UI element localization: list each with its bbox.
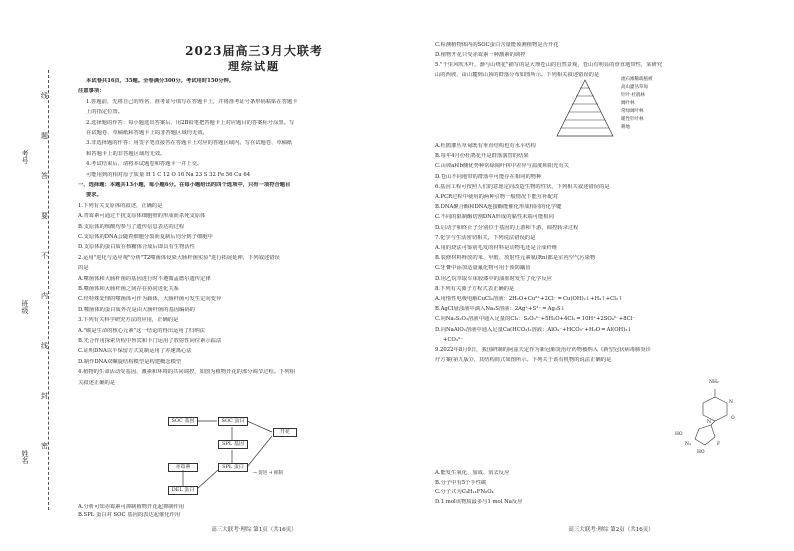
- text-line: A.PCR过程中使用的两种引物一般情况下能互补配对: [435, 194, 559, 200]
- text-line: C.向Na₂S₂O₃溶液中通入足量的Cl₂：S₂O₃²⁻+5H₂O+4Cl₂ ═ 10H⁺+2SO₄²⁻+8Cl⁻: [435, 316, 636, 323]
- text-line: 9.2022年8月9日，我国研制的阿兹夫定作为新冠肺炎治疗药物被纳入《新型冠状病毒肺炎诊: [435, 347, 651, 353]
- text-line: C.经特殊处理的噬菌体可作为载体，大肠杆菌可发生定向变异: [78, 296, 222, 303]
- molecule-label: HO: [697, 450, 705, 455]
- question-option: B.SPL 蛋白对 SOC 基因的表达起催化作用: [78, 512, 181, 518]
- text-line: C.检测植物体内的SOC蛋白含量能预测植物是否开花: [435, 42, 559, 48]
- text-line: B.光合作用探索历程中鲁宾和卡门运用了放射性同位素示踪法: [78, 338, 222, 344]
- page-1-column: [78, 0, 430, 551]
- molecule-label: N: [729, 400, 733, 405]
- diagram-legend: → 促进 ⊣ 抑制: [253, 471, 283, 476]
- diagram-box: DEL 蛋白: [168, 486, 198, 495]
- exam-number-label: 考号: [21, 150, 29, 164]
- pyramid-label: 针叶-杜鹃林: [621, 93, 646, 98]
- text-line: A.青霉素可通过干扰支原体细胞壁的形成而杀死支原体: [78, 213, 206, 220]
- molecule-label: N₃: [685, 442, 691, 447]
- pyramid-label: 流石滩稀疏植被: [621, 77, 653, 82]
- molecule-label: NH₂: [709, 380, 719, 385]
- text-line: A.杜鹃灌丛草甸既有垂直结构也有水平结构: [435, 143, 536, 149]
- text-line: 的是: [78, 265, 89, 272]
- text-line: 要求。: [86, 192, 102, 199]
- pyramid-shape: [555, 78, 615, 138]
- text-line: 1.答题前，先将自己的姓名、准考证号填写在答题卡上，并将准考证号条形码粘贴在答题卡: [86, 98, 298, 105]
- text-line: B.支原体的核酸均参与了遗传信息表达的过程: [78, 223, 185, 230]
- text-line: D.支原体的蛋白质在核糖体合成后即具有生物活性: [78, 244, 195, 251]
- text-line: D.制作DNA双螺旋结构模型是构建概念模型: [78, 358, 182, 365]
- molecule-label: HO: [675, 432, 683, 437]
- pyramid-label: 阔叶林: [621, 101, 635, 106]
- text-line: C.山坡a和b侧优势种常绿阔叶林中差异与温度和阳光有关: [435, 163, 569, 170]
- text-line: B.AgCl悬浊液中滴入Na₂S溶液：2Ag⁺+S²⁻ ═ Ag₂S↓: [435, 306, 566, 313]
- text-line: D.噬菌体的蛋白质外壳是由大肠杆菌的基因编码的: [78, 306, 195, 313]
- text-line: 注意事项：: [78, 88, 105, 95]
- pyramid-label: 耕地: [621, 125, 630, 130]
- pyramid-label: 高山灌丛草甸: [621, 85, 648, 90]
- text-line: 8.下列有关离子方程式表正确的是: [435, 285, 515, 292]
- diagram-box: SOC 基因: [168, 417, 198, 426]
- molecule-label: O: [731, 416, 735, 421]
- text-line: 本试卷共16页，35题。全卷满分300分。考试用时150分钟。: [86, 78, 235, 84]
- binding-margin: [0, 0, 78, 551]
- seal-char: 线: [41, 92, 48, 100]
- text-line: 和答题卡上的非答题区域均无效。: [86, 150, 166, 157]
- text-line: B.分子中有5个手性碳: [435, 479, 487, 486]
- text-line: 7.化学与生活密切相关，下列说法错误的是: [435, 234, 536, 241]
- text-line: 山的西坡，由山麓到山顶的群落分布如图所示。下列相关叙述错误的是: [435, 72, 600, 78]
- text-line: 2.选择题的作答：每小题选出答案后，用2B铅笔把答题卡上对应题目的答案标号涂黑。写: [86, 119, 295, 126]
- class-label: 班级: [21, 300, 29, 314]
- seal-char: 不: [41, 252, 48, 260]
- exam-subtitle: 理综试题: [228, 60, 280, 73]
- diagram-arrows: [158, 410, 308, 500]
- text-line: D.1 mol该物质最多与1 mol Na反应: [435, 498, 523, 505]
- seal-char: 要: [41, 212, 48, 220]
- text-line: B.噬菌体和大肠杆菌之间存在协同进化关系: [78, 286, 179, 292]
- diagram-box: SOC 蛋白: [218, 417, 248, 426]
- text-line: A.用的烧法可鉴别毛发的材料是动物毛还是合成纤维: [435, 245, 558, 251]
- text-line: 3.非选择题的作答：用签字笔直接答在答题卡上对应的答题区域内。写在试题卷、草稿纸: [86, 140, 293, 147]
- question-option: A.分析可知赤霉素可抑制植物开花起抑制作用: [78, 504, 185, 510]
- diagram-box: 开花: [273, 428, 297, 437]
- pyramid-label: 常绿阔叶林: [621, 109, 644, 114]
- text-line: +CO₃²⁻: [443, 336, 463, 343]
- seal-char: 题: [41, 132, 48, 140]
- seal-line: [48, 70, 49, 510]
- text-line: A.噬菌体和大肠杆菌的基因进行时不遵循孟德尔遗传定律: [78, 275, 211, 282]
- text-line: 上的指定位置。: [86, 109, 124, 116]
- text-line: 4.植物的生命活动受基因、激素和环境的共同调控，如图为植物开花的部分调节过程。下列相: [78, 369, 295, 376]
- diagram-box: SPL 基因: [218, 440, 248, 449]
- text-line: B.每年4月份杜鹃花开是群落演替的结果: [435, 153, 529, 160]
- text-line: A.用惰性电极电解CuCl₂溶液：2H₂O+Cu²⁺+2Cl⁻ ═ Cu(OH)₂↓+H₂↑+Cl₂↑: [435, 296, 623, 302]
- text-line: 3.下列有关科学研究方法的应用，正确的是: [78, 317, 179, 324]
- text-line: A."碳是生命的核心元素"这一结论的得出运用了归纳法: [78, 327, 205, 334]
- text-line: 2.运用"进化与适应观"分析"T2噬菌体侵染大肠杆菌实验"进行拓展延伸，下列叙述错误: [78, 254, 280, 261]
- text-line: 4.考试结束后，请将本试题卷和答题卡一并上交。: [86, 161, 203, 168]
- text-line: C.支原体的DNA会随着细胞分裂而复制后均分到子细胞中: [78, 234, 213, 240]
- text-line: D.向NaAlO₂溶液中通入足量Ca(HCO₃)₂溶液：AlO₂⁻+HCO₃⁻+H₂O ═ Al(OH)₃↓: [435, 326, 632, 333]
- text-line: B.装修材料释放的苯、甲醛、放射性元素氡(Rn)都是室内空气污染物: [435, 255, 596, 262]
- text-line: 在试题卷、草稿纸和答题卡上的非答题区域均无效。: [86, 130, 208, 136]
- text-line: A.能发生氧化、加成、消去反应: [435, 470, 510, 476]
- seal-char: 内: [41, 292, 48, 300]
- text-line: B.DNA聚合酶和DNA连接酶能催化形成相同的化学键: [435, 204, 562, 211]
- text-line: 一、选择题：本题共13小题，每小题6分。在每小题给出的四个选项中，只有一项符合题目: [78, 182, 291, 188]
- text-line: C.不同的限制酶切割DNA形成的黏性末端可能相同: [435, 214, 554, 221]
- text-line: 疗方案(第九版)》，其结构简式如图所示。下列关于该有机物的说法正确的是: [435, 357, 612, 364]
- text-line: 5."千里风吹木叶，渐与山绕花"描写的是大理苍山的自然景观，苍山有明显的垂直地带性，某研究: [435, 62, 663, 68]
- seal-char: 封: [41, 392, 48, 400]
- text-line: 可能用到的相对原子质量 H 1 C 12 O 16 Na 23 S 32 Fe 56 Cu 64: [86, 171, 251, 178]
- text-line: C.证明DNA以半保留方式复制运用了差速离心法: [78, 348, 192, 355]
- page-footer: 高三大联考·理综 第2页（共16页）: [568, 527, 654, 533]
- diagram-box: SPL 蛋白: [218, 463, 248, 472]
- text-line: D.启动子和终止子分别位于基因的上游和下游，调控转录过程: [435, 224, 579, 231]
- seal-char: 答: [41, 172, 48, 180]
- text-line: C.牙膏中添加适量氟化物可用于预防龋齿: [435, 265, 531, 272]
- diagram-box: 赤霉素: [168, 463, 198, 472]
- seal-char: 线: [41, 342, 48, 350]
- pyramid-label: 暖性针叶林: [621, 117, 644, 122]
- text-line: C.分子式为C₉H₁₁FN₆O₄: [435, 489, 494, 495]
- text-line: 关叙述正确的是: [78, 379, 116, 386]
- page-footer: 高三大联考·理综 第1页（共16页）: [211, 527, 297, 533]
- text-line: D.用乙烷萃取车床胶漆中的油墨时发生了化学反应: [435, 275, 552, 282]
- text-line: D.苍山不同地带的群落中可能存在相同的物种: [435, 173, 542, 180]
- page-2-column: [435, 0, 787, 551]
- molecule-label: F: [717, 442, 721, 447]
- exam-title: 2023届高三3月大联考: [185, 44, 323, 58]
- seal-char: 密: [41, 442, 48, 450]
- text-line: D.植物开花只受赤霉素一种激素的调控: [435, 52, 526, 58]
- name-label: 姓名: [21, 450, 29, 464]
- text-line: 1.下列有关支原体的叙述，正确的是: [78, 202, 163, 209]
- text-line: 6.基因工程可按照人们的意愿定向改造生物的性状，下列相关叙述错误的是: [435, 183, 610, 190]
- molecule-label: N: [707, 420, 711, 425]
